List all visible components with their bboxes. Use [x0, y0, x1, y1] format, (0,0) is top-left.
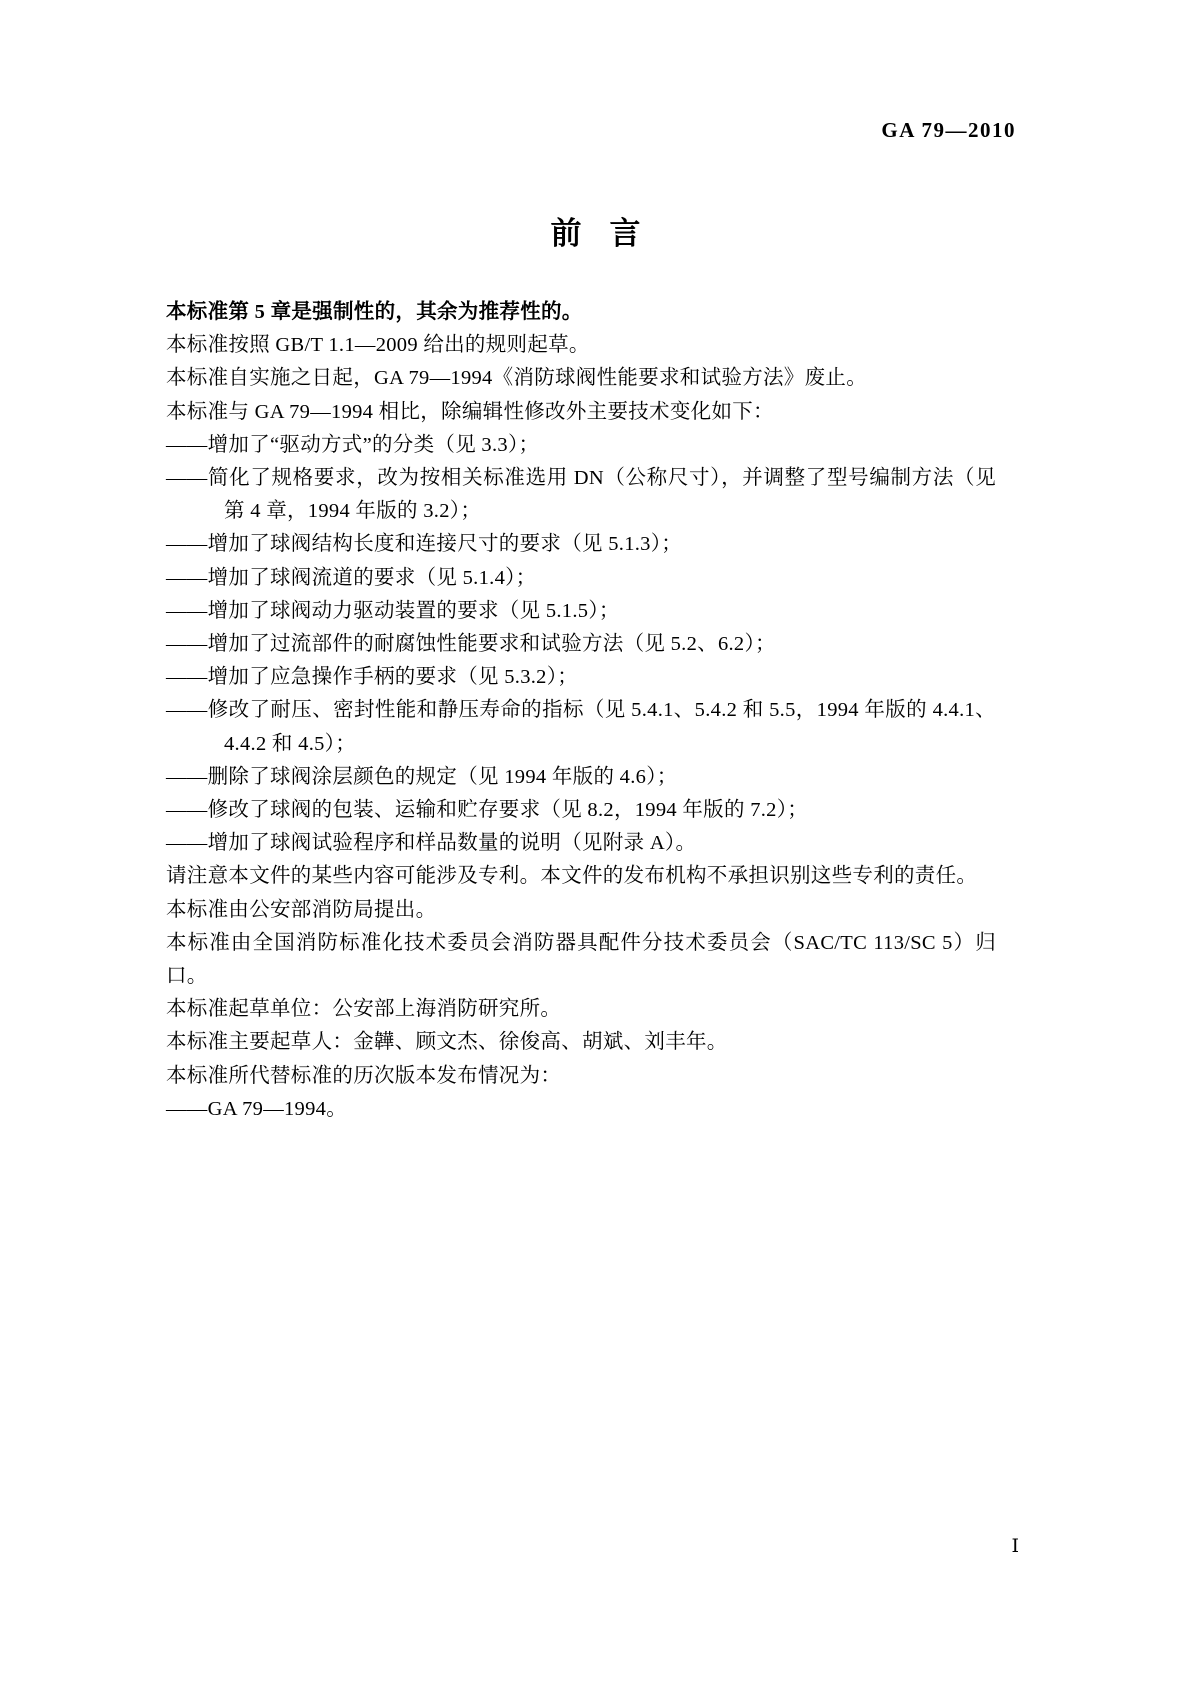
foreword-paragraph: 本标准自实施之日起，GA 79—1994《消防球阀性能要求和试验方法》废止。	[166, 367, 868, 390]
foreword-paragraph: 本标准起草单位：公安部上海消防研究所。	[166, 998, 562, 1021]
foreword-list-item: ——简化了规格要求，改为按相关标准选用 DN（公称尺寸），并调整了型号编制方法（见第 4 章，1994 年版的 3.2）；	[166, 467, 996, 523]
foreword-list-item: ——增加了球阀试验程序和样品数量的说明（见附录 A）。	[166, 832, 697, 855]
foreword-list-item: ——增加了“驱动方式”的分类（见 3.3）；	[166, 433, 540, 456]
foreword-list-item: ——增加了过流部件的耐腐蚀性能要求和试验方法（见 5.2、6.2）；	[166, 633, 776, 656]
foreword-paragraph: 本标准所代替标准的历次版本发布情况为：	[166, 1064, 562, 1087]
foreword-paragraph: 本标准由全国消防标准化技术委员会消防器具配件分技术委员会（SAC/TC 113/SC 5）归口。	[166, 931, 996, 988]
foreword-list-item: ——增加了球阀结构长度和连接尺寸的要求（见 5.1.3）；	[166, 533, 683, 556]
foreword-list-item: ——增加了应急操作手柄的要求（见 5.3.2）；	[166, 666, 579, 689]
foreword-list-item: ——增加了球阀流道的要求（见 5.1.4）；	[166, 566, 537, 589]
foreword-list-item: ——删除了球阀涂层颜色的规定（见 1994 年版的 4.6）；	[166, 765, 678, 788]
foreword-paragraph: 本标准由公安部消防局提出。	[166, 898, 437, 921]
foreword-paragraph: 本标准主要起草人：金韡、顾文杰、徐俊高、胡斌、刘丰年。	[166, 1031, 728, 1054]
foreword-paragraph: 本标准与 GA 79—1994 相比，除编辑性修改外主要技术变化如下：	[166, 400, 774, 423]
foreword-paragraph: 请注意本文件的某些内容可能涉及专利。本文件的发布机构不承担识别这些专利的责任。	[166, 865, 978, 888]
page-number: Ⅰ	[1011, 1536, 1019, 1557]
foreword-body	[166, 296, 996, 1126]
foreword-list-item: ——修改了球阀的包装、运输和贮存要求（见 8.2，1994 年版的 7.2）；	[166, 799, 809, 822]
foreword-paragraph: 本标准按照 GB/T 1.1—2009 给出的规则起草。	[166, 334, 590, 357]
foreword-list-item: ——GA 79—1994。	[166, 1097, 348, 1120]
foreword-list-item: ——修改了耐压、密封性能和静压寿命的指标（见 5.4.1、5.4.2 和 5.5，1994 年版的 4.4.1、4.4.2 和 4.5）；	[166, 699, 996, 755]
foreword-list-item: ——增加了球阀动力驱动装置的要求（见 5.1.5）；	[166, 599, 620, 622]
page-header-standard-code: GA 79—2010	[881, 118, 1016, 142]
page-title: 前言	[550, 216, 669, 252]
foreword-paragraph: 本标准第 5 章是强制性的，其余为推荐性的。	[166, 301, 583, 323]
